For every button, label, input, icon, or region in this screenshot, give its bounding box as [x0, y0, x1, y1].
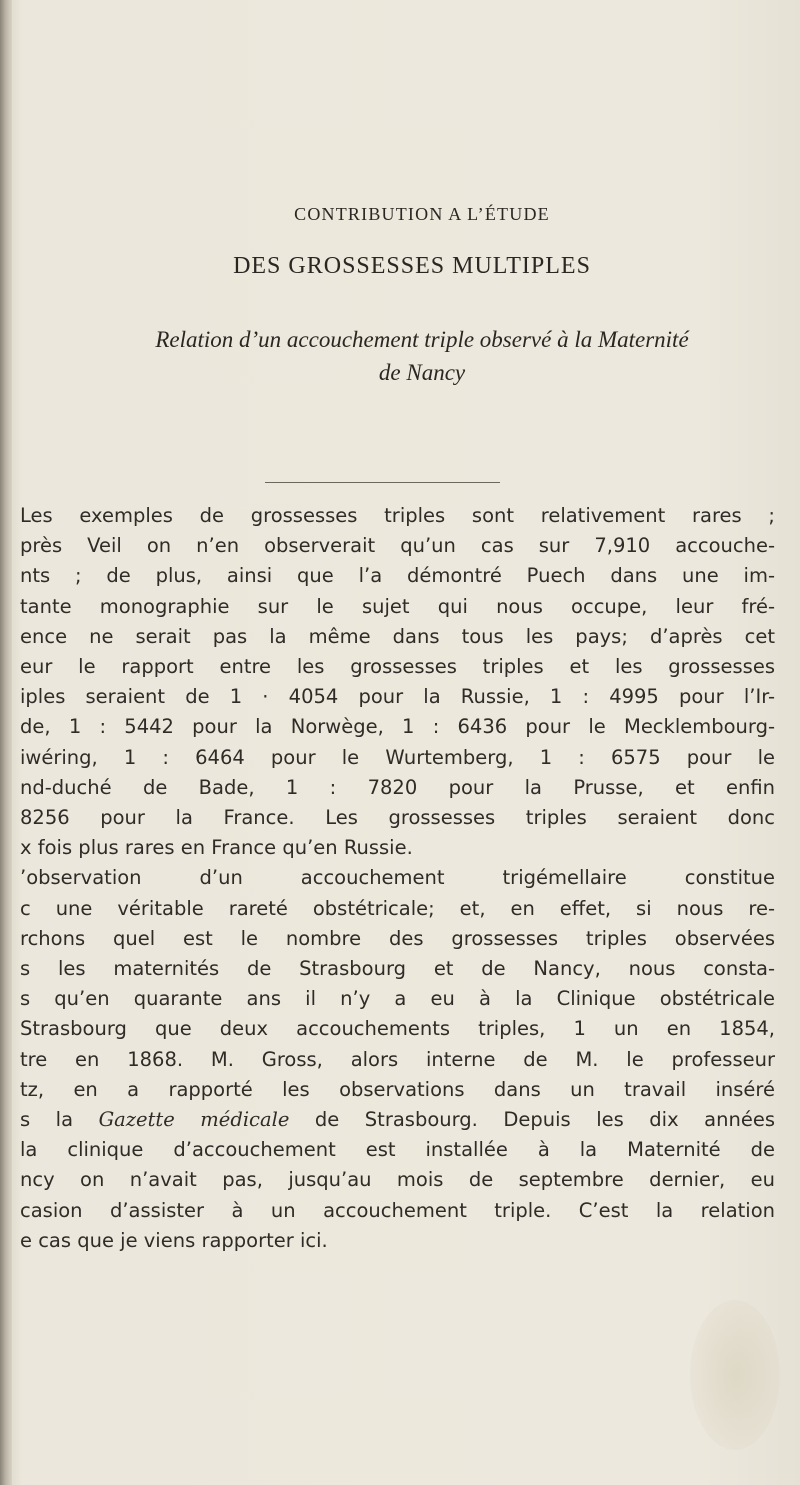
body-line: de, 1 : 5442 pour la Norwège, 1 : 6436 pour le Mecklembourg-	[20, 715, 775, 739]
body-line: c une véritable rareté obstétricale; et, en effet, si nous re-	[20, 896, 775, 920]
body-line: la clinique d’accouchement est installée à la Maternité de	[20, 1138, 775, 1162]
subtitle-line-1: Relation d’un accouchement triple observé à la Maternité	[155, 327, 689, 352]
heading-contribution: CONTRIBUTION A L’ÉTUDE	[294, 204, 550, 224]
paper-stain	[690, 1300, 780, 1450]
section-divider	[265, 482, 500, 483]
body-line-gazette	[20, 1105, 775, 1135]
book-gutter-shadow	[0, 0, 12, 1485]
body-line: Strasbourg que deux accouchements triples, 1 un en 1854,	[20, 1017, 775, 1041]
body-line: Les exemples de grossesses triples sont relativement rares ;	[20, 504, 775, 527]
body-line: ncy on n’avait pas, jusqu’au mois de septembre dernier, eu	[20, 1168, 775, 1192]
body-line: nd-duché de Bade, 1 : 7820 pour la Prusse, et enfin	[20, 775, 775, 799]
body-line: s qu’en quarante ans il n’y a eu à la Clinique obstétricale	[20, 987, 775, 1011]
body-line-segment: de Strasbourg. Depuis les dix années	[314, 1108, 775, 1132]
subtitle-line-2: de Nancy	[378, 360, 466, 385]
body-line: tre en 1868. M. Gross, alors interne de M. le professeur	[20, 1047, 775, 1071]
body-line: iwéring, 1 : 6464 pour le Wurtemberg, 1 : 6575 pour le	[20, 745, 775, 769]
heading-title: DES GROSSESSES MULTIPLES	[233, 253, 591, 279]
body-line: x fois plus rares en France qu’en Russie.	[20, 836, 413, 860]
journal-title: Gazette médicale	[98, 1108, 290, 1132]
body-line: e cas que je viens rapporter ici.	[20, 1228, 328, 1252]
body-line: près Veil on n’en observerait qu’un cas sur 7,910 accouche-	[20, 534, 775, 558]
body-paragraphs	[20, 501, 775, 1256]
body-line: tante monographie sur le sujet qui nous occupe, leur fré-	[20, 594, 775, 618]
body-line: s les maternités de Strasbourg et de Nancy, nous consta-	[20, 957, 775, 981]
body-line: ’observation d’un accouchement trigémellaire constitue	[20, 866, 775, 890]
body-line: ence ne serait pas la même dans tous les pays; d’après cet	[20, 624, 775, 648]
body-line: casion d’assister à un accouchement triple. C’est la relation	[20, 1198, 775, 1222]
body-line: 8256 pour la France. Les grossesses triples seraient donc	[20, 806, 775, 830]
body-line: rchons quel est le nombre des grossesses triples observées	[20, 926, 775, 950]
body-line: nts ; de plus, ainsi que l’a démontré Puech dans une im-	[20, 564, 775, 588]
body-line: tz, en a rapporté les observations dans un travail inséré	[20, 1077, 775, 1101]
body-line: eur le rapport entre les grossesses triples et les grossesses	[20, 655, 775, 679]
body-line-segment: s la	[20, 1108, 74, 1132]
body-line: iples seraient de 1 · 4054 pour la Russie, 1 : 4995 pour l’Ir-	[20, 685, 775, 709]
